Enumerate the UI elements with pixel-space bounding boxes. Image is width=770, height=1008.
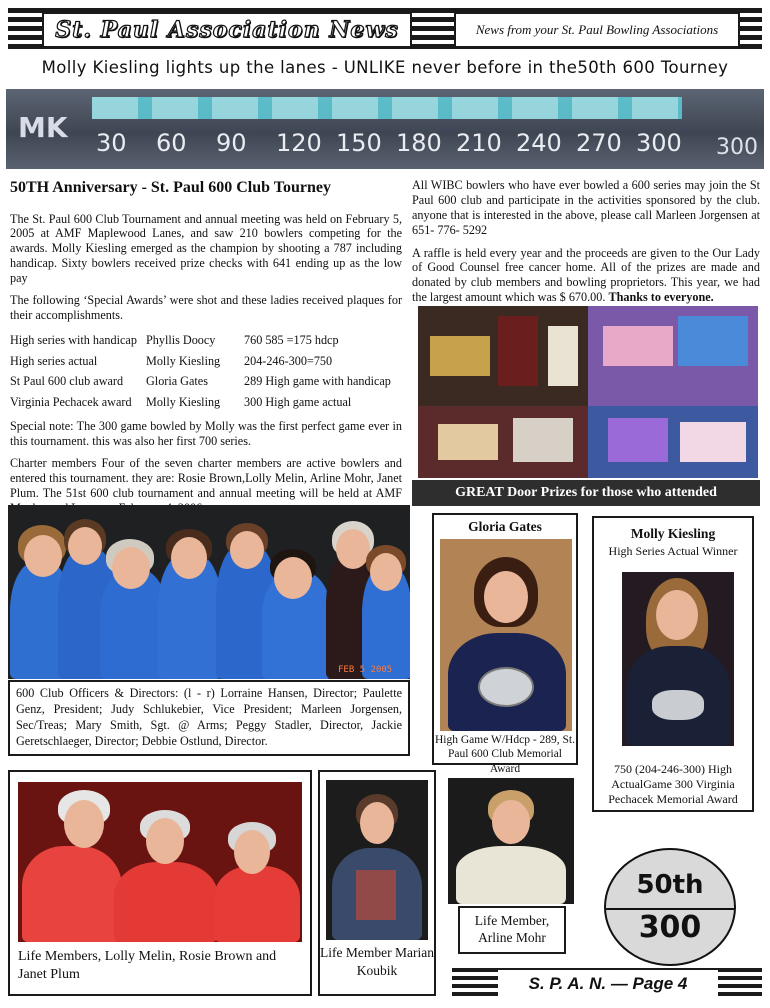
award-winner: Molly Kiesling: [146, 353, 221, 368]
award-winner: Molly Kiesling: [146, 395, 221, 410]
molly-caption: 750 (204-246-300) High ActualGame 300 Virginia Pechacek Memorial Award: [608, 762, 738, 806]
table-row: [10, 371, 402, 392]
scoreboard-frame: 300: [636, 129, 682, 157]
molly-kiesling-photo: [622, 572, 734, 746]
award-winner: Phyllis Doocy: [146, 332, 216, 347]
award-name: Virginia Pechacek award: [10, 395, 132, 410]
table-row: [10, 392, 402, 413]
photo-date-stamp: FEB 5 2005: [338, 665, 393, 675]
masthead: [8, 8, 762, 52]
anniversary-badge: [604, 848, 736, 966]
scoreboard-frame: 150: [336, 129, 382, 157]
scoreboard-frame: 270: [576, 129, 622, 157]
masthead-title-box: [42, 12, 412, 48]
masthead-tagline-box: [454, 12, 740, 48]
scoreboard-frame: 60: [156, 129, 187, 157]
door-prizes-photo: [418, 306, 758, 478]
masthead-tagline: News from your St. Paul Bowling Associations: [475, 22, 719, 37]
scoreboard-frame: 120: [276, 129, 322, 157]
awards-table: [10, 330, 402, 414]
marian-koubik-photo: [326, 780, 428, 940]
page-footer: [452, 968, 762, 1000]
table-row: [10, 351, 402, 372]
marian-caption: Life Member Marian Koubik: [320, 945, 434, 978]
scoreboard-photo: [6, 89, 764, 169]
award-detail: 300 High game actual: [244, 395, 352, 410]
table-row: [10, 330, 402, 351]
raffle-text: A raffle is held every year and the proceeds are given to the Our Lady of Good Counsel free cancer home. All of the prizes are made and donated by club members and bowling proprietors. This year, we had the largest amount which was $ 670.00.: [412, 245, 760, 305]
scoreboard-frames: [96, 129, 696, 157]
arline-caption: Life Member, Arline Mohr: [458, 906, 566, 954]
gloria-gates-card: [432, 513, 578, 775]
article-paragraph: [412, 246, 760, 306]
gloria-caption: High Game W/Hdcp - 289, St. Paul 600 Club Memorial Award: [434, 734, 575, 775]
article-paragraph: The following ‘Special Awards’ were shot and these ladies received plaques for their accomplishments.: [10, 292, 402, 322]
scoreboard-frame: 90: [216, 129, 247, 157]
award-name: St Paul 600 club award: [10, 374, 124, 389]
officers-caption: 600 Club Officers & Directors: (l - r) Lorraine Hansen, Director; Paulette Genz, President; Judy Schlukebier, Vice President; Marleen Jorgensen, Sec/Treas; Mary Smith, Sgt. @ Arms; Peggy Stadler, Director, Jackie Geretschlaeger, Director; Debbie Ostlund, Director.: [8, 680, 410, 756]
award-detail: 760 585 =175 hdcp: [244, 332, 339, 347]
door-prizes-caption: GREAT Door Prizes for those who attended: [412, 480, 760, 506]
article-title: 50TH Anniversary - St. Paul 600 Club Tourney: [10, 179, 331, 196]
scoreboard-frame: 180: [396, 129, 442, 157]
scoreboard-frame: 240: [516, 129, 562, 157]
thanks-text: Thanks to everyone.: [608, 290, 714, 305]
award-detail: 204-246-300=750: [244, 353, 333, 368]
article-paragraph: The St. Paul 600 Club Tournament and annual meeting was held on February 5, 2005 at AMF Maplewood Lanes, and saw 210 bowlers competing for the awards. Molly Kiesling emerged as the champion by shooting a 787 including handicap. Sixty bowlers received prize checks with 641 ending up as the low pay: [10, 211, 402, 286]
award-name: High series actual: [10, 353, 98, 368]
marian-koubik-card: [318, 770, 436, 996]
masthead-title: St. Paul Association News: [55, 17, 399, 43]
scoreboard-frame: 30: [96, 129, 127, 157]
life-members-caption: Life Members, Lolly Melin, Rosie Brown and Janet Plum: [18, 949, 277, 983]
article-paragraph: All WIBC bowlers who have ever bowled a 600 series may join the St Paul 600 club and participate in the activities sponsored by the club. anyone that is interested in the above, please call Marleen Jorgensen at 651- 776- 5292: [412, 178, 760, 237]
article-left-column: [10, 178, 402, 522]
headline: Molly Kiesling lights up the lanes - UNLIKE never before in the50th 600 Tourney: [41, 58, 729, 77]
life-members-photo: [18, 782, 302, 942]
scoreboard-initials: MK: [18, 111, 68, 144]
article-paragraph: Special note: The 300 game bowled by Molly was the first perfect game ever in this tournament. this was also her first 700 series.: [10, 419, 402, 449]
article-right-column: [412, 178, 760, 313]
molly-name: Molly Kiesling: [630, 526, 716, 541]
life-members-card: [8, 770, 312, 996]
badge-bottom-text: 300: [638, 910, 702, 945]
badge-top-text: 50th: [636, 870, 704, 900]
scoreboard-frame: 210: [456, 129, 502, 157]
molly-subtitle: High Series Actual Winner: [608, 544, 738, 558]
award-detail: 289 High game with handicap: [244, 374, 391, 389]
award-winner: Gloria Gates: [146, 374, 208, 389]
molly-kiesling-card: [592, 516, 754, 812]
article-paragraph: Charter members Four of the seven charter members are active bowlers and entered this tournament. they are: Rosie Brown,Lolly Melin, Arline Mohr, Janet Plum. The 51st 600 club tournament and annual meeting will be held at AMF: [10, 455, 402, 500]
scoreboard-total: 300: [716, 135, 758, 160]
scoreboard-strike-marks: [92, 97, 682, 119]
arline-mohr-photo: [448, 778, 574, 904]
footer-label: S. P. A. N. — Page 4: [498, 970, 718, 998]
gloria-gates-photo: [440, 539, 572, 731]
award-name: High series with handicap: [10, 332, 137, 347]
gloria-name: Gloria Gates: [468, 519, 542, 534]
officers-group-photo: [8, 505, 410, 679]
